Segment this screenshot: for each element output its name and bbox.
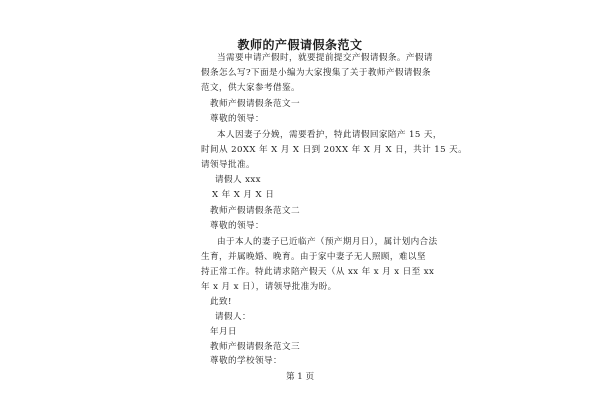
body-line-3: 请领导批准。 — [201, 160, 255, 170]
section-heading-3: 教师产假请假条范文三 — [210, 342, 300, 352]
section-heading-2: 教师产假请假条范文二 — [210, 206, 300, 216]
section-heading-1: 教师产假请假条范文一 — [210, 99, 300, 109]
body-line-4: 由于本人的妻子已近临产（预产期月日），属计划内合法 — [217, 237, 438, 247]
body-line-2: 时间从 20XX 年 X 月 X 日到 20XX 年 X 月 X 日，共计 15 天。 — [201, 145, 468, 155]
salutation-2: 尊敬的领导： — [210, 221, 264, 231]
signature-name-1: 请假人 xxx — [215, 175, 261, 185]
signature-date-1: X 年 X 月 X 日 — [212, 190, 275, 200]
body-line-7: 年 x 月 x 日），请领导批准为盼。 — [201, 282, 337, 292]
signature-name-2: 请假人： — [215, 312, 251, 322]
intro-line-1: 当需要申请产假时，就要提前提交产假请假条。产假请 — [217, 53, 433, 63]
closing-line: 此致! — [210, 297, 232, 307]
body-line-1: 本人因妻子分娩，需要看护，特此请假回家陪产 15 天， — [217, 130, 442, 140]
document-title: 教师的产假请假条范文 — [237, 38, 363, 52]
body-line-5: 生育，并属晚婚、晚育。由于家中妻子无人照顾，难以坚 — [201, 252, 426, 262]
body-line-6: 持正常工作。特此请求陪产假天（从 xx 年 x 月 x 日至 xx — [201, 267, 435, 277]
salutation-3: 尊敬的学校领导： — [210, 356, 282, 366]
page-number: 第 1 页 — [285, 372, 315, 382]
salutation-1: 尊敬的领导： — [210, 114, 264, 124]
intro-line-3: 范文，供大家参考借鉴。 — [201, 83, 300, 93]
intro-line-2: 假条怎么写?下面是小编为大家搜集了关于教师产假请假条 — [201, 68, 431, 78]
signature-date-2: 年月日 — [210, 327, 237, 337]
